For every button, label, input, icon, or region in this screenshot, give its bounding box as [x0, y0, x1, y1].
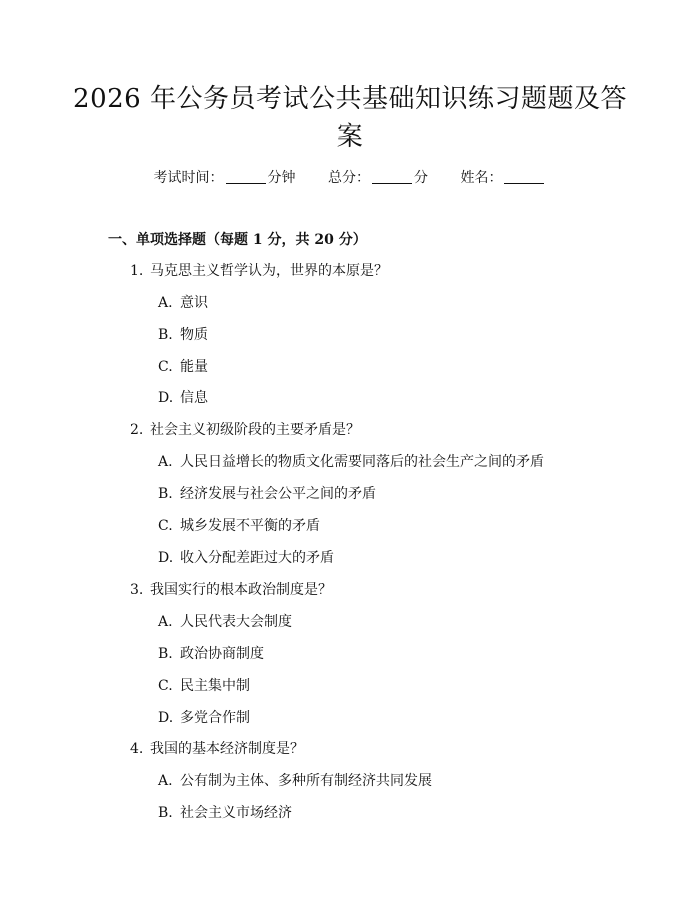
- option-letter: D.: [158, 550, 174, 566]
- option-text: 人民代表大会制度: [180, 614, 292, 630]
- option-text: 物质: [180, 327, 208, 343]
- option-2c: [158, 516, 320, 536]
- option-text: 社会主义市场经济: [180, 805, 292, 821]
- exam-time-blank: [226, 169, 266, 184]
- option-letter: A.: [158, 295, 173, 311]
- total-score-unit: 分: [414, 170, 428, 186]
- option-letter: A.: [158, 773, 173, 789]
- question-number: 4.: [130, 741, 144, 757]
- option-text: 经济发展与社会公平之间的矛盾: [180, 486, 376, 502]
- option-1a: [158, 293, 208, 313]
- option-text: 意识: [180, 295, 208, 311]
- option-text: 城乡发展不平衡的矛盾: [180, 518, 320, 534]
- question-number: 3.: [130, 582, 144, 598]
- option-letter: D.: [158, 710, 174, 726]
- option-letter: A.: [158, 454, 173, 470]
- student-name: [460, 168, 546, 188]
- total-score: [328, 168, 428, 188]
- option-2a: [158, 452, 544, 472]
- option-3d: [158, 708, 250, 728]
- exam-time: [154, 168, 296, 188]
- section-heading: 一、单项选择题（每题 1 分，共 20 分）: [108, 232, 367, 248]
- option-text: 公有制为主体、多种所有制经济共同发展: [180, 773, 432, 789]
- question-3: [130, 580, 332, 600]
- option-1c: [158, 357, 208, 377]
- option-2d: [158, 548, 334, 568]
- question-2: [130, 420, 360, 440]
- option-letter: C.: [158, 678, 173, 694]
- question-1: [130, 261, 388, 281]
- page-title: 2026 年公务员考试公共基础知识练习题题及答案: [73, 84, 627, 152]
- option-letter: C.: [158, 518, 173, 534]
- question-text: 马克思主义哲学认为，世界的本原是？: [150, 263, 388, 279]
- option-text: 多党合作制: [180, 710, 250, 726]
- option-1d: [158, 388, 208, 408]
- question-text: 社会主义初级阶段的主要矛盾是？: [150, 422, 360, 438]
- question-text: 我国的基本经济制度是？: [150, 741, 304, 757]
- option-letter: C.: [158, 359, 173, 375]
- question-4: [130, 739, 304, 759]
- option-2b: [158, 484, 376, 504]
- option-letter: B.: [158, 486, 173, 502]
- option-text: 政治协商制度: [180, 646, 264, 662]
- option-1b: [158, 325, 208, 345]
- option-letter: B.: [158, 327, 173, 343]
- option-4a: [158, 771, 432, 791]
- option-3b: [158, 644, 264, 664]
- exam-info-line: [0, 168, 700, 188]
- total-score-label: 总分：: [328, 170, 370, 186]
- option-text: 信息: [180, 390, 208, 406]
- exam-time-unit: 分钟: [267, 170, 296, 186]
- question-number: 1.: [130, 263, 144, 279]
- student-name-label: 姓名：: [460, 170, 503, 186]
- option-text: 能量: [180, 359, 208, 375]
- option-letter: B.: [158, 805, 173, 821]
- option-letter: A.: [158, 614, 173, 630]
- option-3c: [158, 676, 250, 696]
- option-text: 民主集中制: [180, 678, 250, 694]
- exam-time-label: 考试时间：: [153, 170, 224, 186]
- option-letter: B.: [158, 646, 173, 662]
- option-3a: [158, 612, 292, 632]
- question-text: 我国实行的根本政治制度是？: [150, 582, 332, 598]
- option-letter: D.: [158, 390, 174, 406]
- student-name-blank: [504, 169, 544, 184]
- total-score-blank: [372, 169, 412, 184]
- question-number: 2.: [130, 422, 144, 438]
- option-4b: [158, 803, 292, 823]
- option-text: 人民日益增长的物质文化需要同落后的社会生产之间的矛盾: [180, 454, 544, 470]
- option-text: 收入分配差距过大的矛盾: [180, 550, 334, 566]
